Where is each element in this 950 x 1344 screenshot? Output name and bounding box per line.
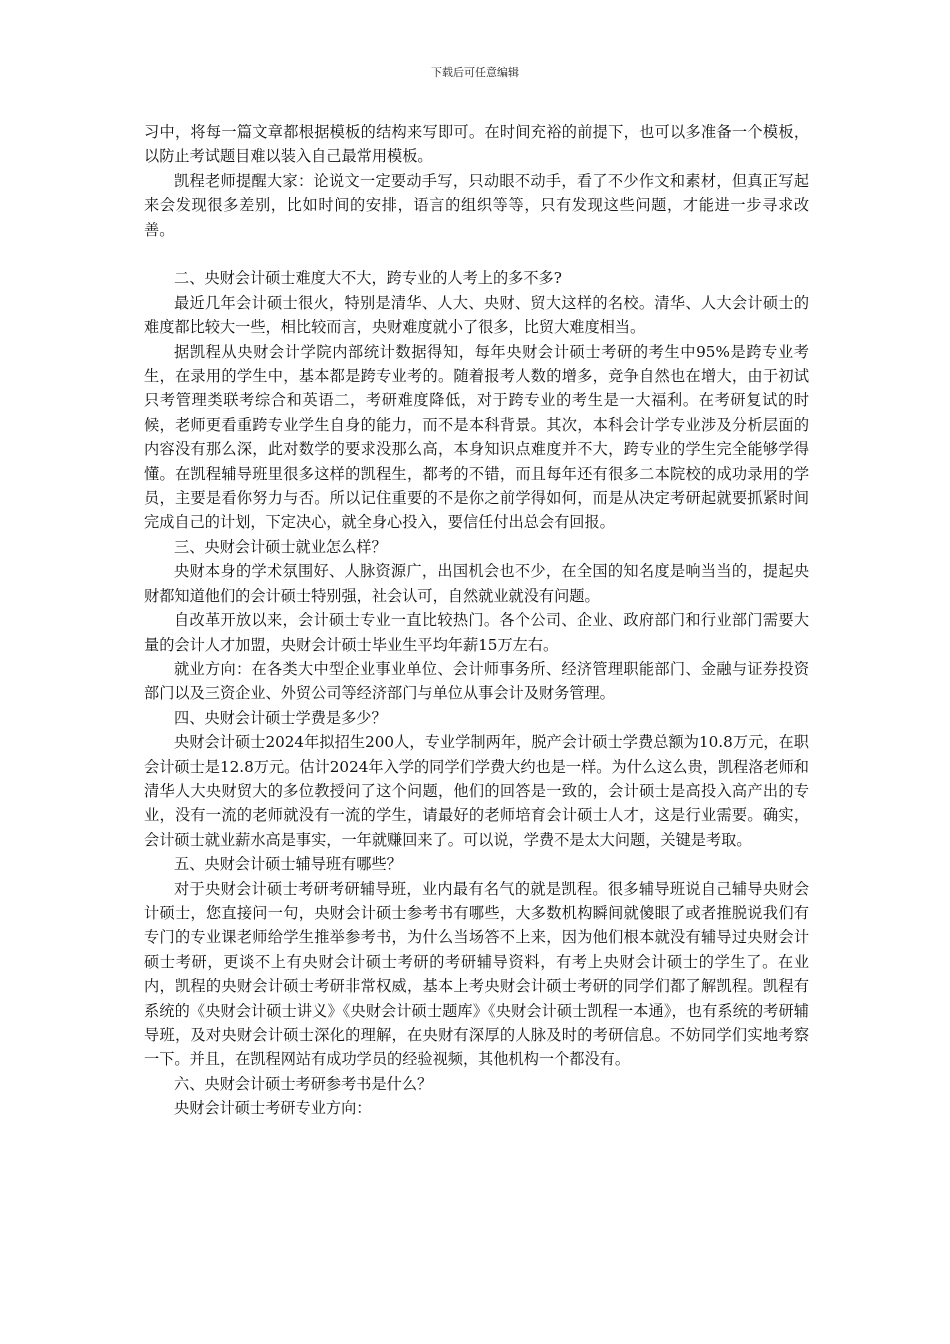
section-heading-4: 四、央财会计硕士学费是多少？	[174, 708, 387, 727]
paragraph-intro-continued: 习中，将每一篇文章都根据模板的结构来写即可。在时间充裕的前提下，也可以多准备一个模板，以防止考试题目难以装入自己最常用模板。	[144, 123, 809, 166]
section-heading-5: 五、央财会计硕士辅导班有哪些？	[174, 855, 402, 874]
paragraph-tuition: 央财会计硕士2024年拟招生200人，专业学制两年，脱产会计硕士学费总额为10.8万元，在职会计硕士是12.8万元。估计2024年入学的同学们学费大约也是一样。为什么这么贵，凯程洛老师和清华人大央财贸大的多位教授问了这个问题，他们的回答是一致的，会计硕士是高投入高产出的专业，没有一流的老师就没有一流的学生，请最好的老师培育会计硕士人才，这是行业需要。确实，会计硕士就业薪水高是事实，一年就赚回来了。可以说，学费不是太大问题，关键是考取。	[144, 733, 809, 849]
section-heading-3: 三、央财会计硕士就业怎么样？	[174, 537, 387, 556]
paragraph-tutoring: 对于央财会计硕士考研考研辅导班，业内最有名气的就是凯程。很多辅导班说自己辅导央财会计硕士，您直接问一句，央财会计硕士参考书有哪些，大多数机构瞬间就傻眼了或者推脱说我们有专门的专业课老师给学生推举参考书，为什么当场答不上来，因为他们根本就没有辅导过央财会计硕士考研，更谈不上有央财会计硕士考研的考研辅导资料，有考上央财会计硕士的学生了。在业内，凯程的央财会计硕士考研非常权威，基本上考央财会计硕士考研的同学们都了解凯程。凯程有系统的《央财会计硕士讲义》《央财会计硕士题库》《央财会计硕士凯程一本通》，也有系统的考研辅导班，及对央财会计硕士深化的理解，在央财有深厚的人脉及时的考研信息。不妨同学们实地考察一下。并且，在凯程网站有成功学员的经验视频，其他机构一个都没有。	[144, 879, 809, 1069]
blank-line	[144, 242, 809, 266]
paragraph-employment-reputation: 央财本身的学术氛围好、人脉资源广，出国机会也不少，在全国的知名度是响当当的，提起央财都知道他们的会计硕士特别强，社会认可，自然就业就没有问题。	[144, 562, 809, 605]
paragraph-major-direction: 央财会计硕士考研专业方向：	[174, 1099, 372, 1118]
document-body	[144, 120, 809, 1121]
paragraph-teacher-reminder: 凯程老师提醒大家：论说文一定要动手写，只动眼不动手，看了不少作文和素材，但真正写起来会发现很多差别，比如时间的安排，语言的组织等等，只有发现这些问题，才能进一步寻求改善。	[144, 171, 809, 239]
paragraph-employment-direction: 就业方向：在各类大中型企业事业单位、会计师事务所、经济管理职能部门、金融与证券投资部门以及三资企业、外贸公司等经济部门与单位从事会计及财务管理。	[144, 659, 809, 703]
section-heading-2: 二、央财会计硕士难度大不大，跨专业的人考上的多不多?	[174, 269, 562, 288]
paragraph-employment-salary: 自改革开放以来，会计硕士专业一直比较热门。各个公司、企业、政府部门和行业部门需要大量的会计人才加盟，央财会计硕士毕业生平均年薪15万左右。	[144, 611, 809, 654]
paragraph-cross-major: 据凯程从央财会计学院内部统计数据得知，每年央财会计硕士考研的考生中95%是跨专业考生，在录用的学生中，基本都是跨专业考的。随着报考人数的增多，竞争自然也在增大，由于初试只考管理类联考综合和英语二，考研难度降低，对于跨专业的考生是一大福利。在考研复试的时候，老师更看重跨专业学生自身的能力，而不是本科背景。其次，本科会计学专业涉及分析层面的内容没有那么深，此对数学的要求没那么高，本身知识点难度并不大，跨专业的学生完全能够学得懂。在凯程辅导班里很多这样的凯程生，都考的不错，而且每年还有很多二本院校的成功录用的学员，主要是看你努力与否。所以记住重要的不是你之前学得如何，而是从决定考研起就要抓紧时间完成自己的计划，下定决心，就全身心投入，要信任付出总会有回报。	[144, 342, 809, 532]
page-header-note: 下载后可任意编辑	[431, 66, 519, 79]
paragraph-difficulty: 最近几年会计硕士很火，特别是清华、人大、央财、贸大这样的名校。清华、人大会计硕士的难度都比较大一些，相比较而言，央财难度就小了很多，比贸大难度相当。	[144, 293, 809, 337]
section-heading-6: 六、央财会计硕士考研参考书是什么？	[174, 1074, 433, 1093]
